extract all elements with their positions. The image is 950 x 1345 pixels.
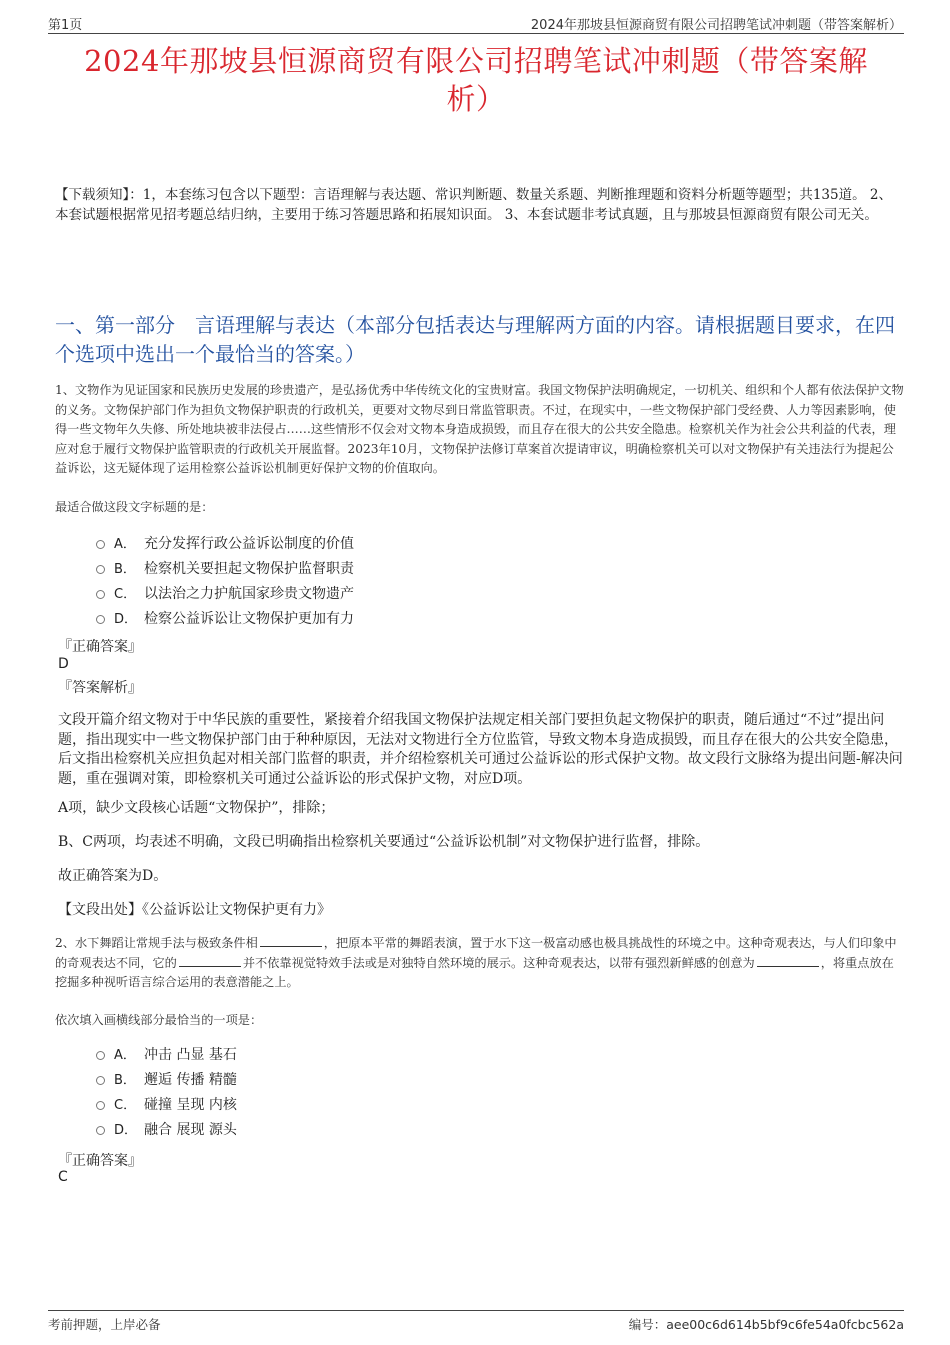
option-letter: B． bbox=[114, 562, 136, 577]
option-d[interactable] bbox=[96, 1116, 237, 1141]
analysis-option-bc: B、C两项，均表述不明确，文段已明确指出检察机关要通过“公益诉讼机制”对文物保护进行监督，排除。 bbox=[58, 834, 710, 850]
document-title bbox=[48, 42, 904, 118]
option-letter: D． bbox=[114, 1123, 138, 1138]
analysis-option-a: A项，缺少文段核心话题“文物保护”，排除； bbox=[58, 800, 335, 816]
option-b[interactable] bbox=[96, 555, 354, 580]
question-2-options bbox=[96, 1041, 237, 1141]
radio-icon[interactable] bbox=[96, 540, 105, 549]
stem-part: ，将重点放在挖掘多种视听语言综合运用的表意潜能之上。 bbox=[55, 955, 894, 990]
footer-divider bbox=[48, 1310, 904, 1311]
question-1-options bbox=[96, 530, 354, 630]
footer-slogan: 考前押题，上岸必备 bbox=[48, 1317, 161, 1332]
analysis-conclusion: 故正确答案为D。 bbox=[58, 868, 168, 884]
fill-blank[interactable] bbox=[260, 934, 322, 947]
answer-value: D bbox=[58, 656, 69, 672]
download-notice: 【下载须知】：1，本套练习包含以下题型：言语理解与表达题、常识判断题、数量关系题、判断推理题和资料分析题等题型；共135道。 2、本套试题根据常见招考题总结归纳，主要用于练习答题思路和拓展知识面。 3、本套试题非考试真题，且与那坡县恒源商贸有限公司无关。 bbox=[55, 187, 892, 223]
option-letter: A． bbox=[114, 1048, 136, 1063]
radio-icon[interactable] bbox=[96, 1101, 105, 1110]
fill-blank[interactable] bbox=[757, 954, 819, 967]
option-c[interactable] bbox=[96, 580, 354, 605]
option-c[interactable] bbox=[96, 1091, 237, 1116]
fill-blank[interactable] bbox=[179, 954, 241, 967]
section-heading: 一、第一部分 言语理解与表达（本部分包括表达与理解两方面的内容。请根据题目要求，在四个选项中选出一个最恰当的答案。） bbox=[55, 313, 895, 366]
header-divider bbox=[48, 33, 904, 34]
option-d[interactable] bbox=[96, 605, 354, 630]
analysis-paragraph: 文段开篇介绍文物对于中华民族的重要性，紧接着介绍我国文物保护法规定相关部门要担负起文物保护的职责，随后通过“不过”提出问题，指出现实中一些文物保护部门由于种种原因，无法对文物进行全方位监管，导致文物本身造成损毁，而且存在很大的公共安全隐患，后文指出检察机关应担负起对相关部门监督的职责，并介绍检察机关可通过公益诉讼的形式保护文物。故文段行文脉络为提出问题-解决问题，重在强调对策，即检察机关可通过公益诉讼的形式保护文物，对应D项。 bbox=[58, 712, 903, 787]
radio-icon[interactable] bbox=[96, 590, 105, 599]
option-text: 以法治之力护航国家珍贵文物遗产 bbox=[144, 585, 354, 602]
analysis-label: 『答案解析』 bbox=[58, 680, 142, 696]
option-letter: C． bbox=[114, 1098, 137, 1113]
question-1-stem: 1、文物作为见证国家和民族历史发展的珍贵遗产，是弘扬优秀中华传统文化的宝贵财富。我国文物保护法明确规定，一切机关、组织和个人都有依法保护文物的义务。文物保护部门作为担负文物保护职责的行政机关，更要对文物尽到日常监管职责。不过，在现实中，一些文物保护部门受经费、人力等因素影响，使得一些文物年久失修、所处地块被非法侵占……这些情形不仅会对文物本身造成损毁，而且存在很大的公共安全隐患。检察机关作为社会公共利益的代表，理应对怠于履行文物保护监管职责的行政机关开展监督。2023年10月，文物保护法修订草案首次提请审议，明确检察机关可以对文物保护有关违法行为提起公益诉讼，这无疑体现了运用检察公益诉讼机制更好保护文物的价值取向。 bbox=[55, 383, 904, 476]
radio-icon[interactable] bbox=[96, 1126, 105, 1135]
stem-part: ，把原本平常的舞蹈表演，置于水下这一极富动感也极具挑战性的环境之中。这种奇观表达，与人们印象中的奇观表达不同，它的 bbox=[55, 936, 897, 970]
answer-label: 『正确答案』 bbox=[58, 1153, 142, 1169]
option-a[interactable] bbox=[96, 1041, 237, 1066]
answer-value: C bbox=[58, 1169, 68, 1185]
stem-part: 2、水下舞蹈让常规手法与极致条件相 bbox=[55, 936, 258, 950]
option-text: 邂逅 传播 精髓 bbox=[144, 1071, 237, 1088]
running-header-title: 2024年那坡县恒源商贸有限公司招聘笔试冲刺题（带答案解析） bbox=[530, 18, 902, 33]
option-b[interactable] bbox=[96, 1066, 237, 1091]
option-text: 碰撞 呈现 内核 bbox=[144, 1096, 237, 1113]
stem-part: 并不依靠视觉特效手法或是对独特自然环境的展示。这种奇观表达，以带有强烈新鲜感的创意为 bbox=[242, 955, 755, 970]
radio-icon[interactable] bbox=[96, 615, 105, 624]
option-text: 充分发挥行政公益诉讼制度的价值 bbox=[144, 535, 354, 552]
document-id: 编号：aee00c6d614b5bf9c6fe54a0fcbc562a bbox=[628, 1317, 904, 1332]
radio-icon[interactable] bbox=[96, 565, 105, 574]
option-text: 检察机关要担起文物保护监督职责 bbox=[144, 560, 354, 577]
radio-icon[interactable] bbox=[96, 1076, 105, 1085]
title-line-2: 析） bbox=[446, 82, 506, 116]
text-source: 【文段出处】《公益诉讼让文物保护更有力》 bbox=[58, 902, 331, 918]
option-a[interactable] bbox=[96, 530, 354, 555]
page-number: 第1页 bbox=[48, 18, 83, 33]
option-text: 融合 展现 源头 bbox=[144, 1121, 237, 1138]
title-line-1: 2024年那坡县恒源商贸有限公司招聘笔试冲刺题（带答案解 bbox=[84, 44, 868, 78]
option-text: 冲击 凸显 基石 bbox=[144, 1046, 237, 1063]
option-text: 检察公益诉讼让文物保护更加有力 bbox=[144, 610, 354, 627]
question-2-stem bbox=[55, 934, 905, 993]
question-1-prompt: 最适合做这段文字标题的是： bbox=[55, 500, 214, 514]
option-letter: C． bbox=[114, 587, 137, 602]
radio-icon[interactable] bbox=[96, 1051, 105, 1060]
option-letter: B． bbox=[114, 1073, 136, 1088]
question-2-prompt: 依次填入画横线部分最恰当的一项是： bbox=[55, 1013, 263, 1027]
option-letter: D． bbox=[114, 612, 138, 627]
answer-label: 『正确答案』 bbox=[58, 639, 142, 655]
option-letter: A． bbox=[114, 537, 136, 552]
